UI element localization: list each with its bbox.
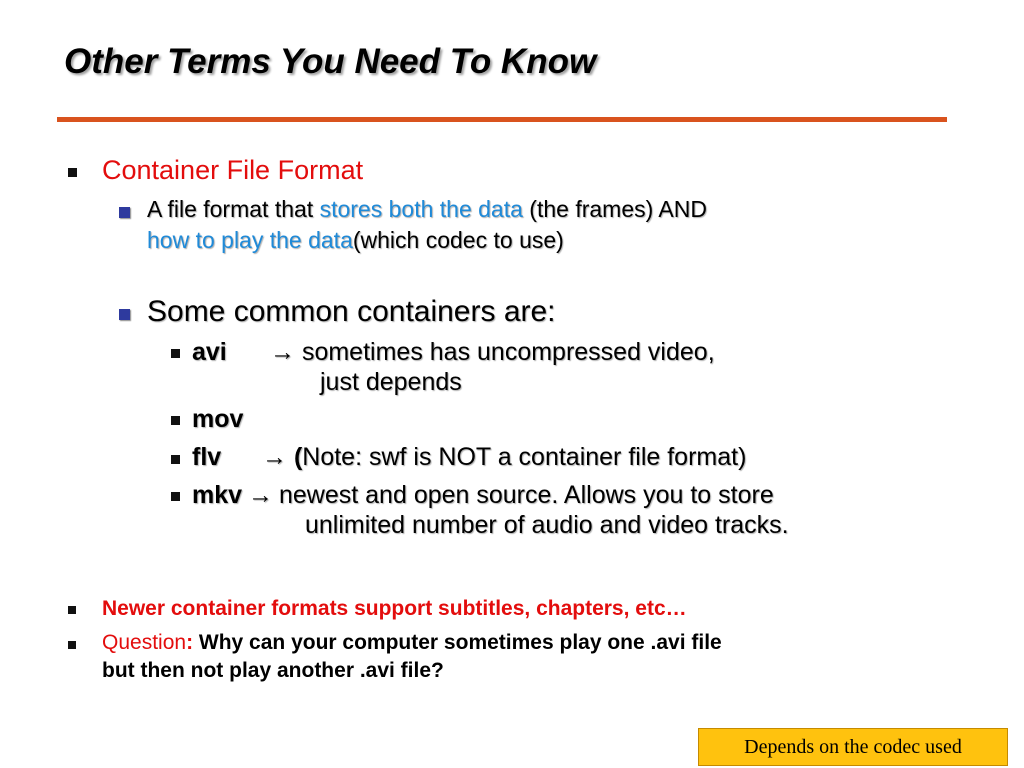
- square-bullet-icon: [171, 455, 180, 464]
- avi-description: sometimes has uncompressed video,: [301, 338, 715, 366]
- blue-square-bullet-icon: [119, 207, 130, 218]
- avi-description-cont: just depends: [320, 368, 462, 396]
- avi-name: avi: [192, 338, 227, 366]
- definition-part-4: how to play the data: [147, 227, 353, 253]
- square-bullet-icon: [68, 168, 77, 177]
- question-text: Why can your computer sometimes play one .avi file: [193, 631, 722, 654]
- question-line-1: [102, 631, 722, 655]
- question-colon: :: [186, 631, 194, 654]
- definition-line-2: [147, 227, 564, 254]
- flv-description: Note: swf is NOT a container file format): [302, 443, 747, 471]
- mkv-item: [192, 481, 774, 510]
- definition-part-1: A file format that: [147, 196, 314, 222]
- mov-name: mov: [192, 405, 244, 433]
- arrow-right-icon: →: [248, 481, 273, 509]
- square-bullet-icon: [68, 606, 76, 614]
- common-containers-heading: Some common containers are:: [147, 295, 556, 328]
- blue-square-bullet-icon: [119, 309, 130, 320]
- title-divider: [57, 117, 947, 122]
- arrow-right-icon: →: [262, 443, 287, 471]
- avi-item: [192, 338, 715, 367]
- definition-line-1: [147, 196, 707, 223]
- square-bullet-icon: [171, 349, 180, 358]
- container-file-format-heading: Container File Format: [102, 155, 364, 185]
- question-line-2: but then not play another .avi file?: [102, 659, 444, 682]
- slide-title: Other Terms You Need To Know: [64, 42, 597, 81]
- mkv-description: newest and open source. Allows you to store: [279, 481, 774, 509]
- flv-name: flv: [192, 443, 222, 471]
- definition-part-3: (the frames) AND: [522, 196, 707, 222]
- square-bullet-icon: [68, 641, 76, 649]
- definition-part-5: (which codec to use): [352, 227, 564, 253]
- arrow-right-icon: →: [270, 338, 295, 366]
- flv-paren: (: [293, 443, 303, 471]
- answer-callout-box: [698, 728, 1008, 766]
- newer-formats-note: Newer container formats support subtitles, chapters, etc…: [102, 597, 687, 620]
- square-bullet-icon: [171, 492, 180, 501]
- answer-text: Depends on the codec used: [744, 735, 962, 758]
- mkv-description-cont: unlimited number of audio and video tracks.: [305, 511, 789, 539]
- flv-item: [192, 443, 746, 472]
- square-bullet-icon: [171, 416, 180, 425]
- definition-part-2: stores both the data: [313, 196, 523, 222]
- mkv-name: mkv: [192, 481, 243, 509]
- question-label: Question: [102, 631, 187, 654]
